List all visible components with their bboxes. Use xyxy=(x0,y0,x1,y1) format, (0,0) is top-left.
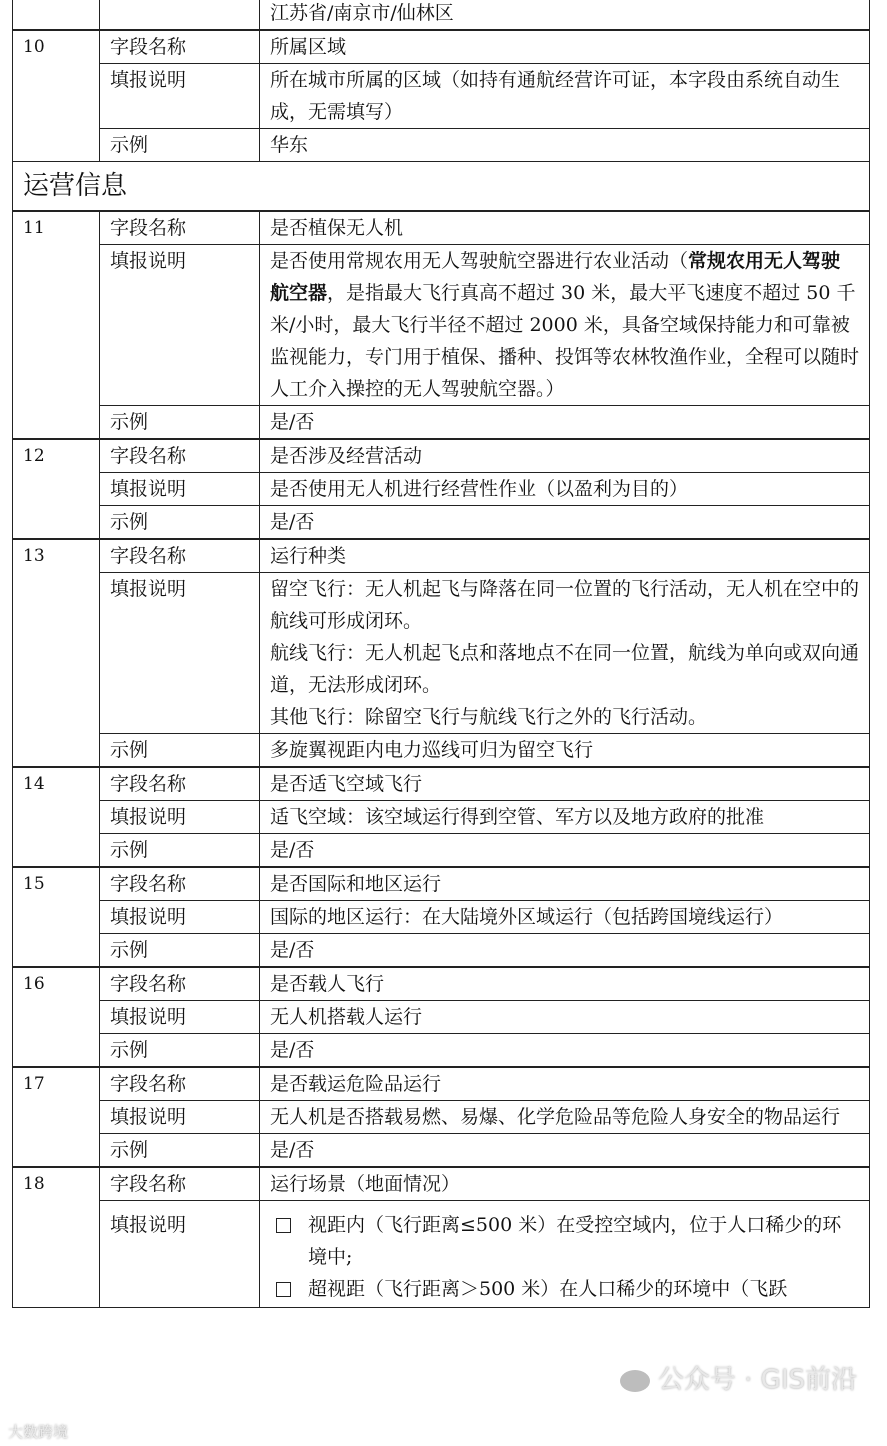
table-row xyxy=(13,1101,870,1134)
example-label: 示例 xyxy=(100,506,260,540)
field-value: 是否载运危险品运行 xyxy=(260,1067,870,1101)
table-row xyxy=(13,867,870,901)
field-value: 是否适飞空域飞行 xyxy=(260,767,870,801)
field-value: 所属区域 xyxy=(260,30,870,64)
example-label: 示例 xyxy=(100,734,260,768)
field-label: 字段名称 xyxy=(100,30,260,64)
field-value: 运行种类 xyxy=(260,539,870,573)
desc-line: 其他飞行：除留空飞行与航线飞行之外的飞行活动。 xyxy=(270,706,708,728)
row-number: 13 xyxy=(13,539,100,767)
option-row xyxy=(270,1273,859,1307)
row-number: 14 xyxy=(13,767,100,867)
desc-text: 是否使用常规农用无人驾驶航空器进行农业活动（ xyxy=(270,250,689,272)
desc-label: 填报说明 xyxy=(100,573,260,734)
watermark: 公众号 · GIS前沿 xyxy=(620,1359,857,1396)
table-row xyxy=(13,539,870,573)
field-label: 字段名称 xyxy=(100,867,260,901)
table-row xyxy=(13,0,870,30)
table-row xyxy=(13,767,870,801)
table-row xyxy=(13,473,870,506)
table-row xyxy=(13,901,870,934)
desc-label: 填报说明 xyxy=(100,245,260,406)
table-row xyxy=(13,1034,870,1068)
field-value: 运行场景（地面情况） xyxy=(260,1167,870,1201)
row-number: 17 xyxy=(13,1067,100,1167)
table-row xyxy=(13,1167,870,1201)
table-row xyxy=(13,967,870,1001)
desc-value xyxy=(260,1201,870,1308)
table-row xyxy=(13,406,870,440)
example-label: 示例 xyxy=(100,1134,260,1168)
row-number: 16 xyxy=(13,967,100,1067)
example-label: 示例 xyxy=(100,1034,260,1068)
example-value: 是/否 xyxy=(260,1134,870,1168)
table-row xyxy=(13,1067,870,1101)
field-label: 字段名称 xyxy=(100,1067,260,1101)
field-label: 字段名称 xyxy=(100,1167,260,1201)
row-number: 12 xyxy=(13,439,100,539)
row-number: 15 xyxy=(13,867,100,967)
row-number: 10 xyxy=(13,30,100,162)
desc-label: 填报说明 xyxy=(100,1201,260,1308)
checkbox-icon xyxy=(276,1218,291,1233)
desc-label: 填报说明 xyxy=(100,1001,260,1034)
desc-label: 填报说明 xyxy=(100,64,260,129)
row-number: 11 xyxy=(13,211,100,439)
section-title: 运营信息 xyxy=(13,162,870,212)
field-label: 字段名称 xyxy=(100,767,260,801)
wechat-icon xyxy=(620,1370,650,1392)
field-label: 字段名称 xyxy=(100,439,260,473)
example-label: 示例 xyxy=(100,934,260,968)
example-label: 示例 xyxy=(100,129,260,162)
example-value: 是/否 xyxy=(260,1034,870,1068)
example-value: 华东 xyxy=(260,129,870,162)
table-row xyxy=(13,834,870,868)
checkbox-icon xyxy=(276,1282,291,1297)
desc-label: 填报说明 xyxy=(100,901,260,934)
example-label: 示例 xyxy=(100,406,260,440)
field-value: 是否国际和地区运行 xyxy=(260,867,870,901)
table-row xyxy=(13,64,870,129)
desc-label: 填报说明 xyxy=(100,801,260,834)
desc-value xyxy=(260,245,870,406)
desc-value: 是否使用无人机进行经营性作业（以盈利为目的） xyxy=(260,473,870,506)
example-value: 是/否 xyxy=(260,406,870,440)
table-row xyxy=(13,506,870,540)
option-text: 视距内（飞行距离≤500 米）在受控空域内，位于人口稀少的环境中; xyxy=(308,1214,842,1268)
desc-line: 留空飞行：无人机起飞与降落在同一位置的飞行活动，无人机在空中的航线可形成闭环。 xyxy=(270,578,860,632)
table-row xyxy=(13,129,870,162)
field-value: 是否植保无人机 xyxy=(260,211,870,245)
table-row xyxy=(13,573,870,734)
table-row xyxy=(13,1134,870,1168)
table-row xyxy=(13,439,870,473)
desc-text: ，是指最大飞行真高不超过 30 米，最大平飞速度不超过 50 千米/小时，最大飞行半径不超过 2000 米，具备空域保持能力和可靠被监视能力，专门用于植保、播种、投饵等农林牧渔作业，全程可以随时人工介入操控的无人驾驶航空器。） xyxy=(270,282,860,400)
table-row xyxy=(13,801,870,834)
table-row xyxy=(13,1201,870,1308)
desc-bold-term: 常规农用无人驾驶航空器 xyxy=(270,250,841,304)
table-row xyxy=(13,245,870,406)
example-value: 是/否 xyxy=(260,834,870,868)
example-value: 多旋翼视距内电力巡线可归为留空飞行 xyxy=(260,734,870,768)
desc-label: 填报说明 xyxy=(100,1101,260,1134)
field-spec-table xyxy=(12,0,870,1308)
section-row xyxy=(13,162,870,212)
field-value: 是否涉及经营活动 xyxy=(260,439,870,473)
desc-value xyxy=(260,573,870,734)
example-value: 是/否 xyxy=(260,934,870,968)
field-label: 字段名称 xyxy=(100,211,260,245)
option-row xyxy=(270,1209,859,1273)
table-row xyxy=(13,934,870,968)
example-label: 示例 xyxy=(100,834,260,868)
example-value: 是/否 xyxy=(260,506,870,540)
desc-value: 国际的地区运行：在大陆境外区域运行（包括跨国境线运行） xyxy=(260,901,870,934)
field-value: 是否载人飞行 xyxy=(260,967,870,1001)
desc-line: 航线飞行：无人机起飞点和落地点不在同一位置，航线为单向或双向通道，无法形成闭环。 xyxy=(270,642,860,696)
desc-value: 适飞空域：该空域运行得到空管、军方以及地方政府的批准 xyxy=(260,801,870,834)
table-row xyxy=(13,211,870,245)
table-row xyxy=(13,30,870,64)
option-text: 超视距（飞行距离＞500 米）在人口稀少的环境中（飞跃 xyxy=(308,1278,788,1300)
desc-value: 所在城市所属的区域（如持有通航经营许可证，本字段由系统自动生成，无需填写） xyxy=(260,64,870,129)
watermark-small: 大数跨境 xyxy=(8,1423,69,1441)
table-row xyxy=(13,734,870,768)
desc-value: 无人机搭载人运行 xyxy=(260,1001,870,1034)
desc-value: 无人机是否搭载易燃、易爆、化学危险品等危险人身安全的物品运行 xyxy=(260,1101,870,1134)
field-label: 字段名称 xyxy=(100,539,260,573)
field-label: 字段名称 xyxy=(100,967,260,1001)
desc-label: 填报说明 xyxy=(100,473,260,506)
row-number: 18 xyxy=(13,1167,100,1308)
table-row xyxy=(13,1001,870,1034)
example-value: 江苏省/南京市/仙林区 xyxy=(260,0,870,30)
